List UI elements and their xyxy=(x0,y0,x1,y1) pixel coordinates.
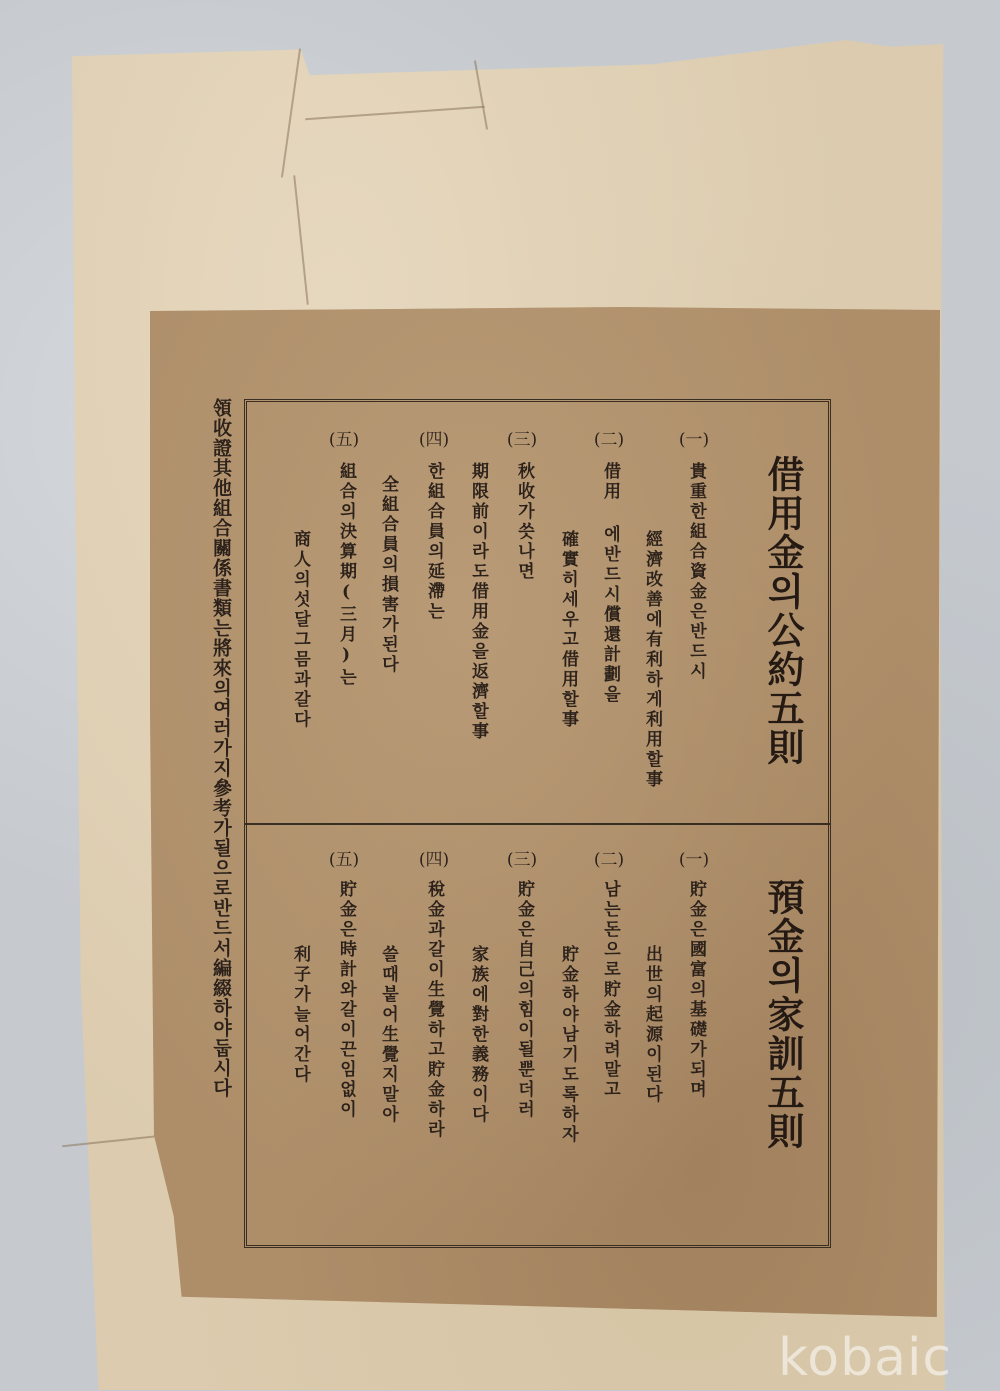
savings-item-number: (一) xyxy=(678,850,710,870)
watermark-logo: kobaic xyxy=(778,1328,952,1388)
loan-item-number: (四) xyxy=(418,430,450,450)
margin-note: 領收證其他組合關係書類는將來의여러가지參考가될으로반드서編綴하야둡시다 xyxy=(210,398,232,1098)
loan-item-text: 秋收가씃나면 xyxy=(514,462,534,582)
loan-item-text: 商人의섯달그믐과갈다 xyxy=(290,530,310,730)
savings-item-text: 稅金과갈이生覺하고貯金하라 xyxy=(424,880,444,1140)
savings-item-text: 남는돈으로貯金하려말고 xyxy=(600,880,620,1100)
loan-item-text: 確實히세우고借用할事 xyxy=(558,530,578,730)
savings-section-title: 預金의家訓五則 xyxy=(761,878,805,1151)
savings-item-text: 利子가늘어간다 xyxy=(290,945,310,1085)
loan-item-number: (一) xyxy=(678,430,710,450)
savings-item-number: (三) xyxy=(506,850,538,870)
savings-item-text: 貯金은國富의基礎가되며 xyxy=(686,880,706,1100)
loan-item-text: 한組合員의延滯는 xyxy=(424,462,444,622)
loan-item-text: 貴重한組合資金은반드시 xyxy=(686,462,706,682)
loan-item-text: 經濟改善에有利하게利用할事 xyxy=(642,530,662,790)
savings-item-text: 貯金은時計와갈이끈임없이 xyxy=(336,880,356,1120)
loan-item-number: (五) xyxy=(328,430,360,450)
savings-item-number: (二) xyxy=(593,850,625,870)
savings-item-text: 出世의起源이된다 xyxy=(642,945,662,1105)
loan-item-text: 借用 에반드시償還計劃을 xyxy=(600,462,620,705)
savings-item-text: 家族에對한義務이다 xyxy=(468,945,488,1125)
loan-item-text: 期限前이라도借用金을返濟할事 xyxy=(468,462,488,742)
loan-item-text: 組合의決算期(三月)는 xyxy=(336,462,356,688)
savings-item-number: (五) xyxy=(328,850,360,870)
savings-item-text: 貯金하야남기도록하자 xyxy=(558,945,578,1145)
loan-item-number: (二) xyxy=(593,430,625,450)
savings-item-text: 貯金은自己의힘이될뿐더러 xyxy=(514,880,534,1120)
savings-item-number: (四) xyxy=(418,850,450,870)
savings-item-text: 쓸때붙어生覺지말아 xyxy=(378,945,398,1125)
loan-section-title: 借用金의公約五則 xyxy=(761,455,805,767)
loan-item-number: (三) xyxy=(506,430,538,450)
section-divider xyxy=(244,823,831,825)
loan-item-text: 全組合員의損害가된다 xyxy=(378,475,398,675)
